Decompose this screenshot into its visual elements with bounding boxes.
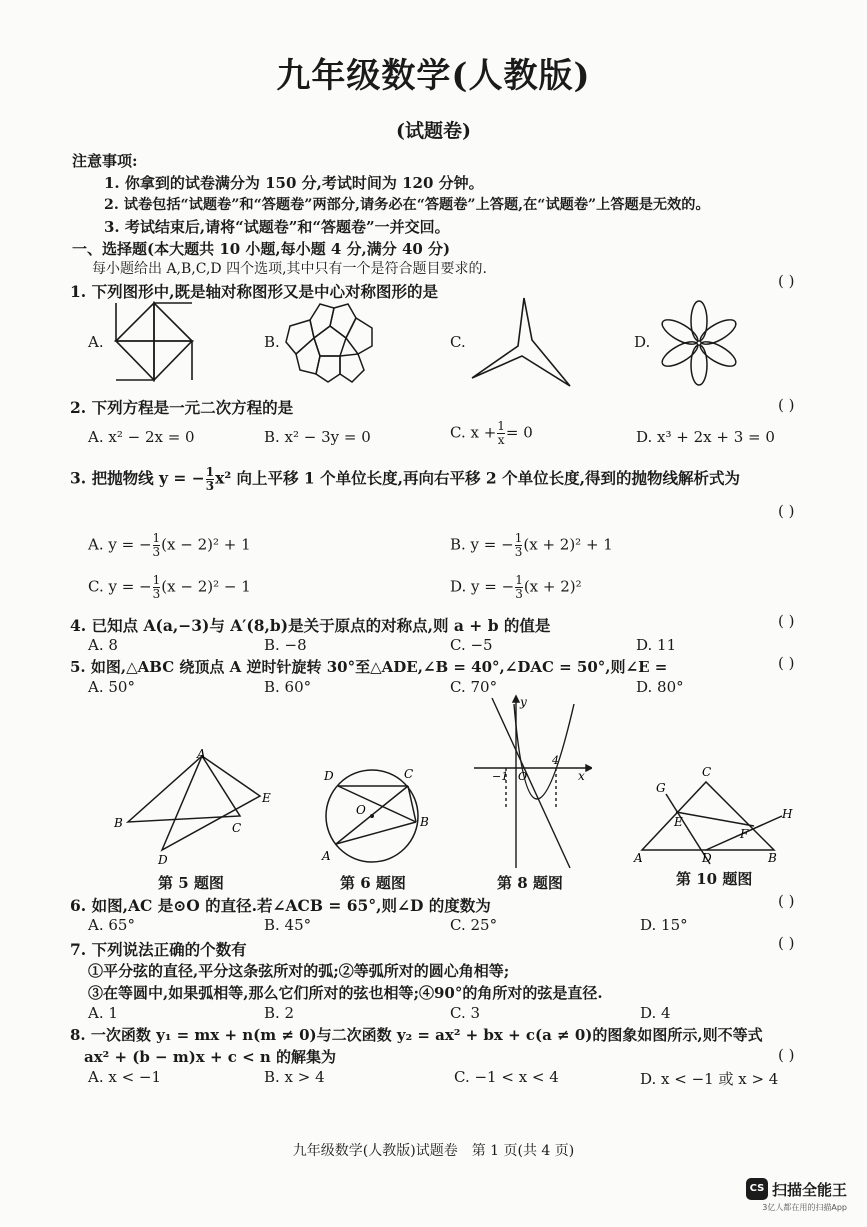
q3-stem-post: x² 向上平移 1 个单位长度,再向右平移 2 个单位长度,得到的抛物线解析式为 — [215, 468, 740, 488]
figure-5 — [112, 746, 282, 868]
fig10-label-f: F — [740, 827, 749, 841]
watermark-app-name: 扫描全能王 — [771, 1180, 847, 1199]
q6-option-a: A. 65° — [88, 916, 135, 934]
option-post: (x − 2)² − 1 — [161, 577, 251, 596]
fig6-caption: 第 6 题图 — [340, 874, 406, 892]
fig5-label-a: A — [197, 747, 206, 761]
q2-option-c — [450, 420, 533, 447]
q3-stem-fraction — [206, 466, 214, 493]
fraction-denominator: 3 — [515, 587, 523, 601]
q1-label-c: C. — [450, 333, 466, 351]
option-fraction — [515, 532, 523, 559]
q1-label-d: D. — [634, 333, 651, 351]
watermark-tagline: 3亿人都在用的扫描App — [762, 1203, 847, 1212]
fig5-label-d: D — [158, 853, 168, 867]
pinwheel-figure — [106, 300, 198, 384]
pentagon-pattern-figure — [280, 298, 380, 384]
fig10-label-a: A — [634, 851, 643, 865]
fig8-caption: 第 8 题图 — [497, 874, 563, 892]
figure-10 — [632, 764, 804, 866]
figure-6 — [316, 764, 434, 868]
fraction-numerator: 1 — [205, 465, 215, 479]
notice-item-2: 2. 试卷包括“试题卷”和“答题卷”两部分,请务必在“答题卷”上答题,在“试题卷”上答题是无效的。 — [104, 197, 710, 213]
fig5-label-e: E — [262, 791, 271, 805]
q7-option-d: D. 4 — [640, 1004, 671, 1022]
scanner-watermark — [746, 1178, 847, 1213]
q2-option-c-fraction — [497, 420, 505, 447]
q6-answer-paren: ( ) — [778, 892, 795, 910]
fig10-label-c: C — [702, 765, 712, 779]
fig8-label-4: 4 — [552, 754, 559, 767]
q5-answer-paren: ( ) — [778, 654, 795, 672]
page-subtitle: (试题卷) — [396, 120, 471, 142]
q2-answer-paren: ( ) — [778, 396, 795, 414]
fig10-label-d: D — [702, 851, 712, 865]
fraction-denominator: 3 — [514, 545, 523, 559]
fig10-label-h: H — [782, 807, 793, 821]
q3-option-d — [450, 574, 582, 601]
q8-option-a: A. x < −1 — [88, 1068, 162, 1086]
q7-option-b: B. 2 — [264, 1004, 295, 1022]
q5-option-a: A. 50° — [88, 678, 135, 696]
q5-stem: 5. 如图,△ABC 绕顶点 A 逆时针旋转 30°至△ADE,∠B = 40°,∠DAC = 50°,则∠E = — [70, 658, 668, 676]
option-fraction — [153, 574, 161, 601]
q2-option-b: B. x² − 3y = 0 — [264, 428, 371, 446]
fig5-label-c: C — [232, 821, 242, 835]
q8-stem-line-2: ax² + (b − m)x + c < n 的解集为 — [84, 1048, 337, 1066]
fraction-numerator: 1 — [152, 573, 161, 587]
page-title: 九年级数学(人教版) — [276, 56, 591, 96]
section-heading: 一、选择题(本大题共 10 小题,每小题 4 分,满分 40 分) — [72, 240, 451, 258]
q2-stem: 2. 下列方程是一元二次方程的是 — [70, 398, 294, 417]
q2-option-a: A. x² − 2x = 0 — [88, 428, 195, 446]
fraction-numerator: 1 — [497, 419, 505, 433]
q3-stem-pre: 3. 把抛物线 y = − — [70, 468, 205, 488]
q8-option-b: B. x > 4 — [264, 1068, 325, 1086]
fig5-caption: 第 5 题图 — [158, 874, 224, 892]
q8-option-d: D. x < −1 或 x > 4 — [640, 1070, 779, 1088]
q3-option-c — [88, 574, 251, 601]
fig6-label-a: A — [322, 849, 331, 863]
option-fraction — [515, 574, 523, 601]
q2-option-c-post: = 0 — [505, 423, 533, 442]
option-post: (x + 2)² — [523, 577, 582, 596]
q1-answer-paren: ( ) — [778, 272, 795, 290]
three-point-star-figure — [470, 296, 574, 388]
fraction-denominator: x — [497, 433, 505, 447]
option-post: (x − 2)² + 1 — [161, 535, 251, 554]
q6-option-b: B. 45° — [264, 916, 312, 934]
q3-option-b — [450, 532, 613, 559]
q1-label-b: B. — [264, 333, 280, 351]
q8-answer-paren: ( ) — [778, 1046, 795, 1064]
q4-option-c: C. −5 — [450, 636, 493, 654]
q4-option-d: D. 11 — [636, 636, 677, 654]
fig8-label-origin: O — [518, 770, 528, 783]
fig6-label-d: D — [324, 769, 334, 783]
q7-statement-line-2: ③在等圆中,如果弧相等,那么它们所对的弦也相等;④90°的角所对的弦是直径. — [88, 984, 603, 1002]
fig6-label-b: B — [420, 815, 429, 829]
fig5-label-b: B — [114, 816, 123, 830]
fig8-label-y: y — [520, 695, 527, 709]
q5-option-b: B. 60° — [264, 678, 312, 696]
fraction-numerator: 1 — [152, 531, 161, 545]
q8-stem-line-1: 8. 一次函数 y₁ = mx + n(m ≠ 0)与二次函数 y₂ = ax² + bx + c(a ≠ 0)的图象如图所示,则不等式 — [70, 1026, 763, 1044]
fig6-label-c: C — [404, 767, 414, 781]
notice-item-3: 3. 考试结束后,请将“试题卷”和“答题卷”一并交回。 — [104, 218, 450, 236]
option-pre: D. y = − — [450, 577, 515, 596]
fig10-label-g: G — [656, 781, 666, 795]
fig10-caption: 第 10 题图 — [676, 870, 753, 888]
fig8-label-x: x — [578, 769, 585, 783]
q6-option-d: D. 15° — [640, 916, 688, 934]
option-pre: A. y = − — [88, 535, 152, 554]
q6-option-c: C. 25° — [450, 916, 498, 934]
fig10-label-b: B — [768, 851, 777, 865]
q7-statement-line-1: ①平分弦的直径,平分这条弦所对的弧;②等弧所对的圆心角相等; — [88, 962, 510, 980]
q7-answer-paren: ( ) — [778, 934, 795, 952]
q1-label-a: A. — [88, 333, 104, 351]
figure-8 — [470, 694, 592, 870]
fraction-numerator: 1 — [514, 531, 523, 545]
q5-option-c: C. 70° — [450, 678, 498, 696]
q4-answer-paren: ( ) — [778, 612, 795, 630]
q1-stem: 1. 下列图形中,既是轴对称图形又是中心对称图形的是 — [70, 282, 438, 301]
q8-option-c: C. −1 < x < 4 — [454, 1068, 559, 1086]
q4-stem: 4. 已知点 A(a,−3)与 A′(8,b)是关于原点的对称点,则 a + b 的值是 — [70, 616, 551, 635]
q7-option-a: A. 1 — [88, 1004, 118, 1022]
q3-option-a — [88, 532, 251, 559]
page-footer: 九年级数学(人教版)试题卷 第 1 页(共 4 页) — [292, 1143, 575, 1159]
q4-option-a: A. 8 — [88, 636, 118, 654]
option-post: (x + 2)² + 1 — [523, 535, 613, 554]
section-instruction: 每小题给出 A,B,C,D 四个选项,其中只有一个是符合题目要求的. — [92, 261, 487, 277]
six-petal-flower-figure — [652, 300, 746, 386]
notice-item-1: 1. 你拿到的试卷满分为 150 分,考试时间为 120 分钟。 — [104, 174, 484, 192]
q7-option-c: C. 3 — [450, 1004, 481, 1022]
q4-option-b: B. −8 — [264, 636, 307, 654]
fig6-label-o: O — [356, 803, 366, 817]
q6-stem: 6. 如图,AC 是⊙O 的直径.若∠ACB = 65°,则∠D 的度数为 — [70, 896, 491, 915]
fraction-denominator: 3 — [205, 479, 215, 493]
option-pre: B. y = − — [450, 535, 514, 554]
q5-option-d: D. 80° — [636, 678, 684, 696]
q2-option-d: D. x³ + 2x + 3 = 0 — [636, 428, 775, 446]
option-pre: C. y = − — [88, 577, 152, 596]
camscanner-logo-icon: CS — [746, 1178, 768, 1200]
q3-stem — [70, 466, 740, 493]
fig10-label-e: E — [674, 815, 683, 829]
q7-stem: 7. 下列说法正确的个数有 — [70, 940, 247, 959]
option-fraction — [153, 532, 161, 559]
notice-heading: 注意事项: — [72, 152, 138, 170]
q3-answer-paren: ( ) — [778, 502, 795, 520]
fraction-denominator: 3 — [152, 587, 161, 601]
fraction-denominator: 3 — [152, 545, 161, 559]
q2-option-c-pre: C. x + — [450, 423, 497, 442]
fig8-label-neg1: −1 — [492, 770, 509, 783]
fraction-numerator: 1 — [515, 573, 523, 587]
